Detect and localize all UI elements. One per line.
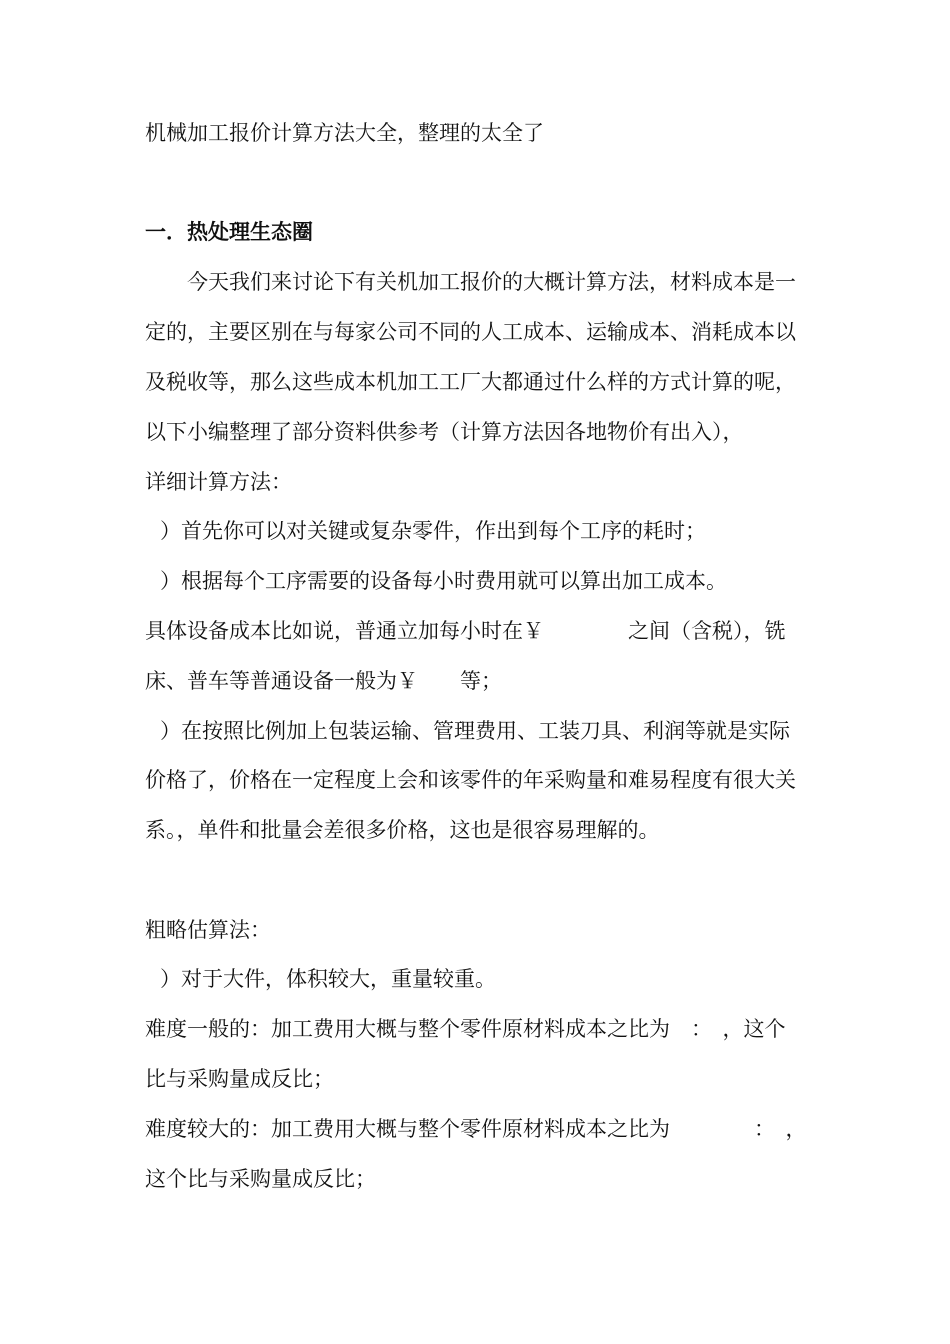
list-item: ）根据每个工序需要的设备每小时费用就可以算出加工成本。	[160, 569, 727, 593]
list-item: ）在按照比例加上包装运输、管理费用、工装刀具、利润等就是实际	[160, 719, 790, 743]
paragraph-line: 以下小编整理了部分资料供参考（计算方法因各地物价有出入），	[145, 420, 744, 444]
subsection-label: 粗略估算法：	[145, 918, 271, 942]
paragraph-line: 难度一般的：加工费用大概与整个零件原材料成本之比为 ： ，这个	[145, 1017, 786, 1041]
paragraph-line: 详细计算方法：	[145, 470, 292, 494]
paragraph-line: 价格了，价格在一定程度上会和该零件的年采购量和难易程度有很大关	[145, 768, 796, 792]
paragraph-line: 难度较大的：加工费用大概与整个零件原材料成本之比为 ： ，	[145, 1117, 807, 1141]
list-item: ）首先你可以对关键或复杂零件，作出到每个工序的耗时；	[160, 519, 706, 543]
paragraph-line: 床、普车等普通设备一般为￥ 等；	[145, 669, 502, 693]
paragraph-line: 比与采购量成反比；	[145, 1067, 334, 1091]
paragraph-line: 今天我们来讨论下有关机加工报价的大概计算方法，材料成本是一	[187, 270, 796, 294]
document-title: 机械加工报价计算方法大全，整理的太全了	[145, 121, 544, 145]
paragraph-line: 系。，单件和批量会差很多价格，这也是很容易理解的。	[145, 818, 660, 842]
paragraph-line: 这个比与采购量成反比；	[145, 1167, 376, 1191]
paragraph-line: 及税收等，那么这些成本机加工工厂大都通过什么样的方式计算的呢，	[145, 370, 796, 394]
section-heading: 一．热处理生态圈	[145, 220, 313, 244]
paragraph-line: 具体设备成本比如说，普通立加每小时在￥ 之间（含税），铣	[145, 619, 786, 643]
list-item: ）对于大件，体积较大，重量较重。	[160, 967, 496, 991]
paragraph-line: 定的，主要区别在与每家公司不同的人工成本、运输成本、消耗成本以	[145, 320, 796, 344]
